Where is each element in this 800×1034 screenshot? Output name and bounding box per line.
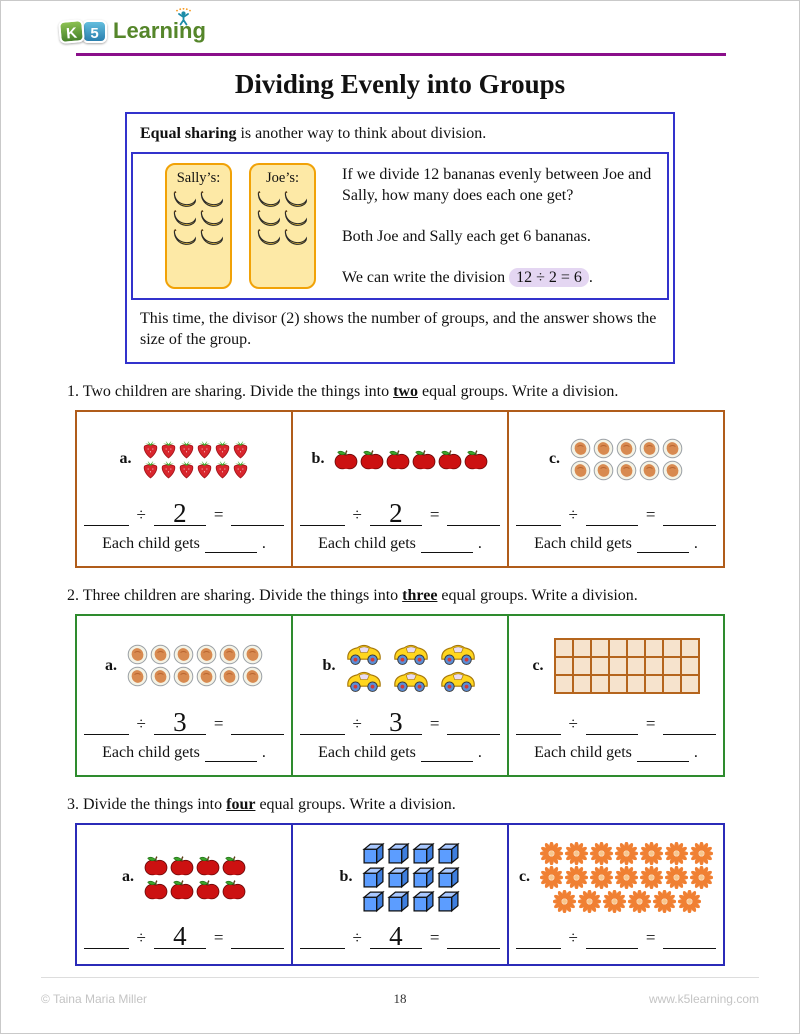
equal-sharing-term: Equal sharing <box>140 125 237 142</box>
problem-2-prompt <box>67 587 799 605</box>
example-box <box>131 152 669 300</box>
jumping-person-icon <box>174 7 193 33</box>
keyword-three: three <box>402 586 438 604</box>
logo-wordmark: Learning <box>113 18 206 44</box>
quotient-blank[interactable] <box>231 716 284 735</box>
each-child-line <box>515 535 717 553</box>
equals-sign: = <box>213 713 224 733</box>
cell-label: c. <box>518 868 531 886</box>
period: . <box>693 534 698 552</box>
divisor-value: 4 <box>389 920 403 951</box>
dividend-blank[interactable] <box>84 930 129 949</box>
problem-3-box <box>75 823 725 966</box>
period: . <box>261 743 266 761</box>
each-child-line <box>83 535 285 553</box>
division-equation <box>83 922 285 949</box>
example-question: If we divide 12 bananas evenly between Joe and Sally, how many does each one get? <box>342 166 652 204</box>
each-child-blank[interactable] <box>205 536 257 553</box>
sally-card-label: Sally’s: <box>176 170 221 186</box>
divisor-blank[interactable] <box>154 708 206 735</box>
intro-lead <box>127 114 673 152</box>
each-child-blank[interactable] <box>637 745 689 762</box>
dividend-blank[interactable] <box>516 716 561 735</box>
cube-icons <box>362 842 460 913</box>
cell-label: b. <box>339 868 353 886</box>
apple-icons <box>144 854 246 901</box>
prompt-suffix: equal groups. Write a division. <box>437 586 638 604</box>
each-child-blank[interactable] <box>205 745 257 762</box>
cell-label: c. <box>532 656 544 674</box>
divisor-blank[interactable] <box>586 922 638 949</box>
divide-sign: ÷ <box>568 927 578 947</box>
logo-k-badge: K <box>58 18 85 43</box>
logo-5-badge: 5 <box>82 20 107 43</box>
each-child-text: Each child gets <box>534 534 632 552</box>
each-child-blank[interactable] <box>637 536 689 553</box>
dividend-blank[interactable] <box>300 716 345 735</box>
page-footer <box>41 977 759 1007</box>
divisor-value: 3 <box>173 706 187 737</box>
each-child-text: Each child gets <box>102 743 200 761</box>
page-number: 18 <box>393 991 407 1006</box>
joe-card-label: Joe’s: <box>265 170 300 186</box>
equals-sign: = <box>645 927 656 947</box>
division-sentence-suffix: . <box>588 269 593 287</box>
divide-sign: ÷ <box>136 927 146 947</box>
square-grid-icons <box>554 638 700 694</box>
highlighted-equation: 12 ÷ 2 = 6 <box>509 268 589 287</box>
problem-1-cell-b <box>293 412 509 566</box>
problem-2-cell-c <box>509 616 723 775</box>
equals-sign: = <box>213 927 224 947</box>
object-display <box>515 833 717 922</box>
problem-3-cell-c <box>509 825 723 964</box>
period: . <box>477 534 482 552</box>
divisor-value: 3 <box>389 706 403 737</box>
flower-icons <box>540 842 713 913</box>
prompt-prefix: 1. Two children are sharing. Divide the things into <box>67 382 394 400</box>
problem-2-cell-a <box>77 616 293 775</box>
header-divider <box>76 53 726 56</box>
object-display <box>299 420 501 499</box>
strawberry-icons <box>142 440 249 479</box>
dividend-blank[interactable] <box>84 507 129 526</box>
each-child-line <box>299 744 501 762</box>
banana-icons <box>170 189 227 246</box>
example-division <box>342 268 655 289</box>
cell-label: b. <box>322 656 336 674</box>
equals-sign: = <box>645 504 656 524</box>
prompt-prefix: 2. Three children are sharing. Divide the things into <box>67 586 403 604</box>
equals-sign: = <box>429 504 440 524</box>
object-display <box>515 420 717 499</box>
divisor-value: 2 <box>173 497 187 528</box>
divide-sign: ÷ <box>352 713 362 733</box>
dividend-blank[interactable] <box>300 507 345 526</box>
quotient-blank[interactable] <box>231 930 284 949</box>
division-equation <box>299 499 501 526</box>
each-child-blank[interactable] <box>421 536 473 553</box>
banana-cards <box>165 163 316 289</box>
cell-label: a. <box>122 868 134 886</box>
page-title: Dividing Evenly into Groups <box>234 69 566 99</box>
divisor-blank[interactable] <box>370 708 422 735</box>
division-equation <box>83 499 285 526</box>
divisor-blank[interactable] <box>586 708 638 735</box>
k5-learning-logo <box>59 13 724 49</box>
division-equation <box>299 708 501 735</box>
joe-card <box>249 163 316 289</box>
divisor-blank[interactable] <box>154 499 206 526</box>
each-child-text: Each child gets <box>102 534 200 552</box>
copyright-text: © Taina Maria Miller <box>41 992 147 1006</box>
object-display <box>83 624 285 708</box>
quotient-blank[interactable] <box>663 507 716 526</box>
page-header <box>1 1 799 56</box>
divide-sign: ÷ <box>136 713 146 733</box>
dividend-blank[interactable] <box>300 930 345 949</box>
division-equation <box>515 499 717 526</box>
problem-1-cell-a <box>77 412 293 566</box>
each-child-text: Each child gets <box>318 743 416 761</box>
dividend-blank[interactable] <box>84 716 129 735</box>
divide-sign: ÷ <box>136 504 146 524</box>
division-sentence-prefix: We can write the division <box>342 269 510 287</box>
bun-icons <box>127 644 263 687</box>
period: . <box>693 743 698 761</box>
each-child-line <box>83 744 285 762</box>
intro-note: This time, the divisor (2) shows the number of groups, and the answer shows the size of the group. <box>140 310 657 348</box>
quotient-blank[interactable] <box>663 716 716 735</box>
divisor-value: 2 <box>389 497 403 528</box>
prompt-suffix: equal groups. Write a division. <box>417 382 619 400</box>
quotient-blank[interactable] <box>663 930 716 949</box>
cell-label: b. <box>311 450 325 468</box>
object-display <box>299 624 501 708</box>
period: . <box>477 743 482 761</box>
divisor-blank[interactable] <box>154 922 206 949</box>
object-display <box>83 833 285 922</box>
each-child-blank[interactable] <box>421 745 473 762</box>
problem-1-prompt <box>67 383 799 401</box>
dividend-blank[interactable] <box>516 930 561 949</box>
intro-box <box>125 112 675 364</box>
divisor-value: 4 <box>173 920 187 951</box>
each-child-line <box>299 535 501 553</box>
prompt-prefix: 3. Divide the things into <box>67 795 227 813</box>
object-display <box>83 420 285 499</box>
divide-sign: ÷ <box>568 504 578 524</box>
division-equation <box>515 708 717 735</box>
cell-label: a. <box>105 656 117 674</box>
keyword-four: four <box>226 795 256 813</box>
division-equation <box>299 922 501 949</box>
bun-icons <box>570 438 683 481</box>
object-display <box>299 833 501 922</box>
equals-sign: = <box>429 927 440 947</box>
each-child-text: Each child gets <box>318 534 416 552</box>
divide-sign: ÷ <box>568 713 578 733</box>
divisor-blank[interactable] <box>586 499 638 526</box>
website-text: www.k5learning.com <box>648 992 759 1006</box>
each-child-line <box>515 744 717 762</box>
period: . <box>261 534 266 552</box>
equals-sign: = <box>213 504 224 524</box>
cell-label: c. <box>548 450 561 468</box>
division-equation <box>515 922 717 949</box>
example-answer: Both Joe and Sally each get 6 bananas. <box>342 228 591 245</box>
problem-1-box <box>75 410 725 568</box>
equals-sign: = <box>645 713 656 733</box>
divisor-blank[interactable] <box>370 499 422 526</box>
apple-icons <box>334 448 488 471</box>
quotient-blank[interactable] <box>447 716 500 735</box>
problem-1-cell-c <box>509 412 723 566</box>
quotient-blank[interactable] <box>447 507 500 526</box>
divide-sign: ÷ <box>352 504 362 524</box>
quotient-blank[interactable] <box>447 930 500 949</box>
each-child-text: Each child gets <box>534 743 632 761</box>
problem-2-box <box>75 614 725 777</box>
intro-lead-rest: is another way to think about division. <box>236 125 487 142</box>
divide-sign: ÷ <box>352 927 362 947</box>
object-display <box>515 624 717 708</box>
cell-label: a. <box>119 450 132 468</box>
problem-3-cell-b <box>293 825 509 964</box>
car-icons <box>345 639 477 693</box>
equals-sign: = <box>429 713 440 733</box>
problem-3-cell-a <box>77 825 293 964</box>
example-text <box>342 163 655 289</box>
sally-card <box>165 163 232 289</box>
dividend-blank[interactable] <box>516 507 561 526</box>
prompt-suffix: equal groups. Write a division. <box>255 795 456 813</box>
problem-2-cell-b <box>293 616 509 775</box>
problem-3-prompt <box>67 796 799 814</box>
keyword-two: two <box>393 382 418 400</box>
quotient-blank[interactable] <box>231 507 284 526</box>
banana-icons <box>254 189 311 246</box>
division-equation <box>83 708 285 735</box>
divisor-blank[interactable] <box>370 922 422 949</box>
